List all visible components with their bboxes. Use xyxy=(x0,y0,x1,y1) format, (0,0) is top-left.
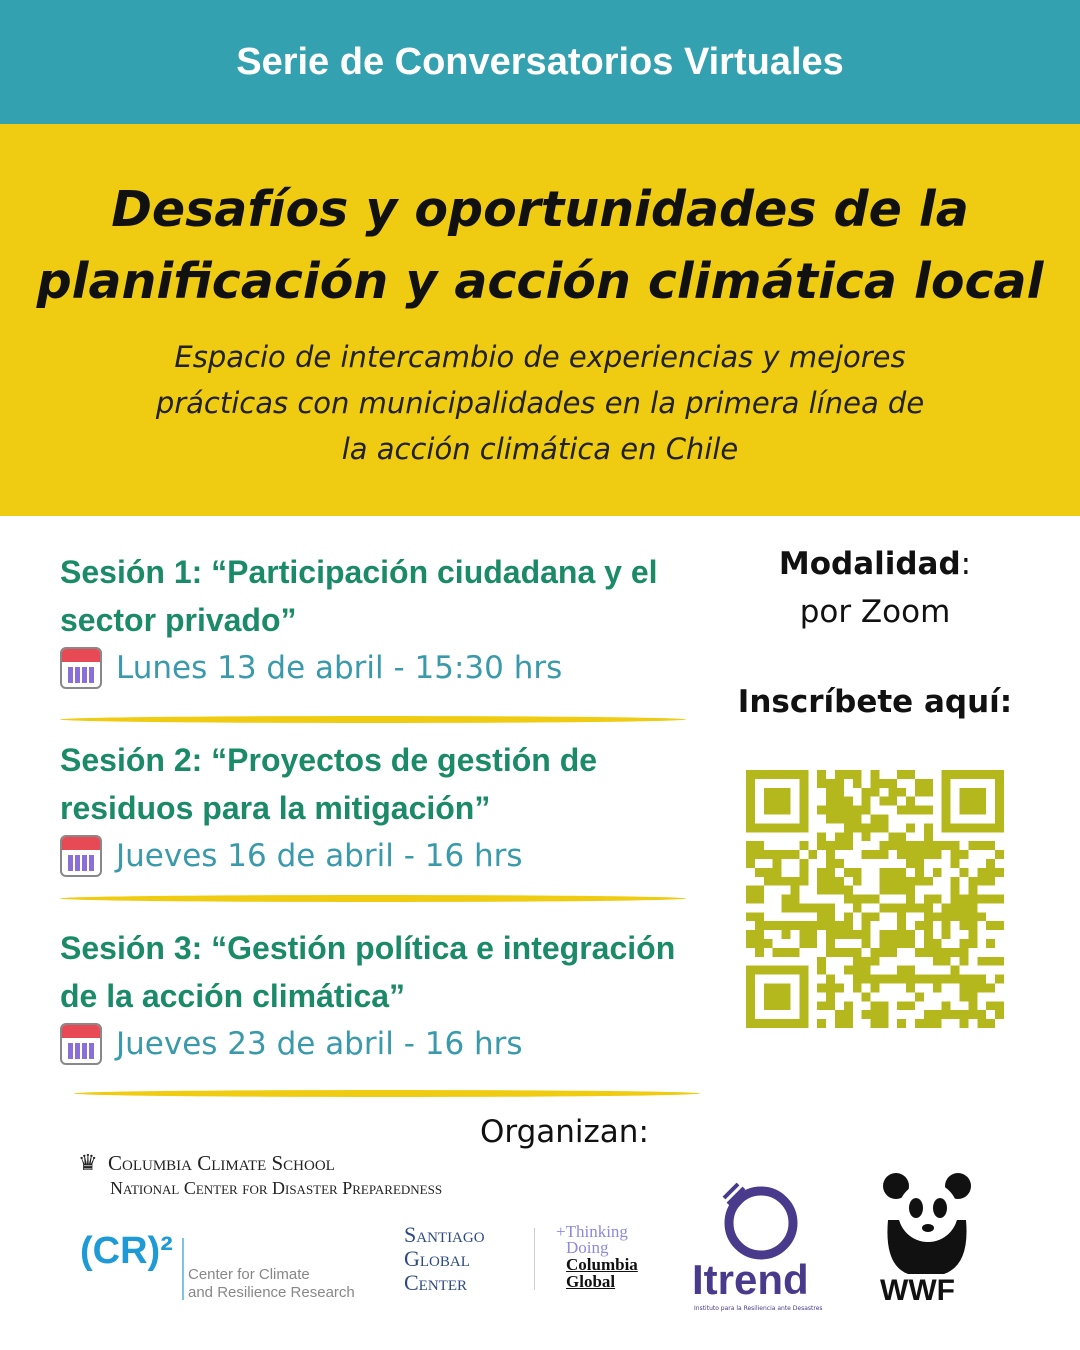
logo-text: Doing xyxy=(566,1238,609,1257)
calendar-icon xyxy=(60,1023,102,1065)
hero-section xyxy=(0,124,1080,516)
session-date: Lunes 13 de abril - 15:30 hrs xyxy=(116,650,563,686)
logo-text: Columbia Climate School xyxy=(108,1151,335,1175)
series-banner xyxy=(0,0,1080,124)
logo-text: Santiago xyxy=(404,1222,485,1247)
subtitle-line: Espacio de intercambio de experiencias y mejores xyxy=(174,340,906,374)
logo-text: (CR)² xyxy=(80,1230,173,1272)
logo-text: National Center for Disaster Preparedness xyxy=(110,1178,443,1198)
modality-label: Modalidad xyxy=(778,546,961,582)
logo-text: Center for Climate xyxy=(188,1266,310,1283)
divider xyxy=(60,716,686,723)
itrend-ring-icon xyxy=(718,1180,800,1262)
logo-text: WWF xyxy=(880,1274,955,1307)
title-line: Desafíos y oportunidades de la xyxy=(111,181,969,238)
session-date: Jueves 16 de abril - 16 hrs xyxy=(116,838,523,874)
divider xyxy=(60,895,686,902)
subtitle-line: prácticas con municipalidades en la primera línea de xyxy=(155,386,925,420)
series-title: Serie de Conversatorios Virtuales xyxy=(236,40,844,83)
logo-text: Itrend xyxy=(692,1256,809,1303)
session-title: Sesión 1: “Participación ciudadana y el sector privado” xyxy=(60,554,658,638)
logo-text: Columbia xyxy=(566,1255,638,1274)
calendar-icon xyxy=(60,647,102,689)
colon: : xyxy=(960,546,972,582)
title-line: planificación y acción climática local xyxy=(36,253,1044,310)
session-date: Jueves 23 de abril - 16 hrs xyxy=(116,1026,523,1062)
register-label: Inscríbete aquí: xyxy=(737,684,1013,720)
registration-qr-code[interactable] xyxy=(746,770,1004,1028)
organizers-label: Organizan: xyxy=(480,1114,649,1150)
logo-text: Global xyxy=(566,1272,616,1291)
divider xyxy=(74,1090,700,1097)
session-2 xyxy=(60,736,700,880)
panda-icon xyxy=(878,1170,974,1276)
event-subtitle xyxy=(0,334,1080,472)
calendar-icon xyxy=(60,835,102,877)
session-1 xyxy=(60,548,700,692)
session-title: Sesión 2: “Proyectos de gestión de residuos para la mitigación” xyxy=(60,742,598,826)
logo-text: and Resilience Research xyxy=(188,1284,355,1301)
logo-text: Instituto para la Resiliencia ante Desastres xyxy=(694,1305,823,1312)
subtitle-line: la acción climática en Chile xyxy=(341,432,739,466)
event-title xyxy=(0,174,1080,318)
logo-text: +Thinking xyxy=(556,1222,628,1241)
modality-value: por Zoom xyxy=(799,594,951,630)
crown-icon: ♛ xyxy=(78,1150,98,1175)
logo-text: Global xyxy=(404,1246,470,1271)
session-3 xyxy=(60,924,700,1068)
modality xyxy=(720,540,1030,636)
session-title: Sesión 3: “Gestión política e integración de la acción climática” xyxy=(60,930,676,1014)
divider xyxy=(182,1238,184,1300)
logo-text: Center xyxy=(404,1270,467,1295)
divider xyxy=(534,1228,535,1290)
